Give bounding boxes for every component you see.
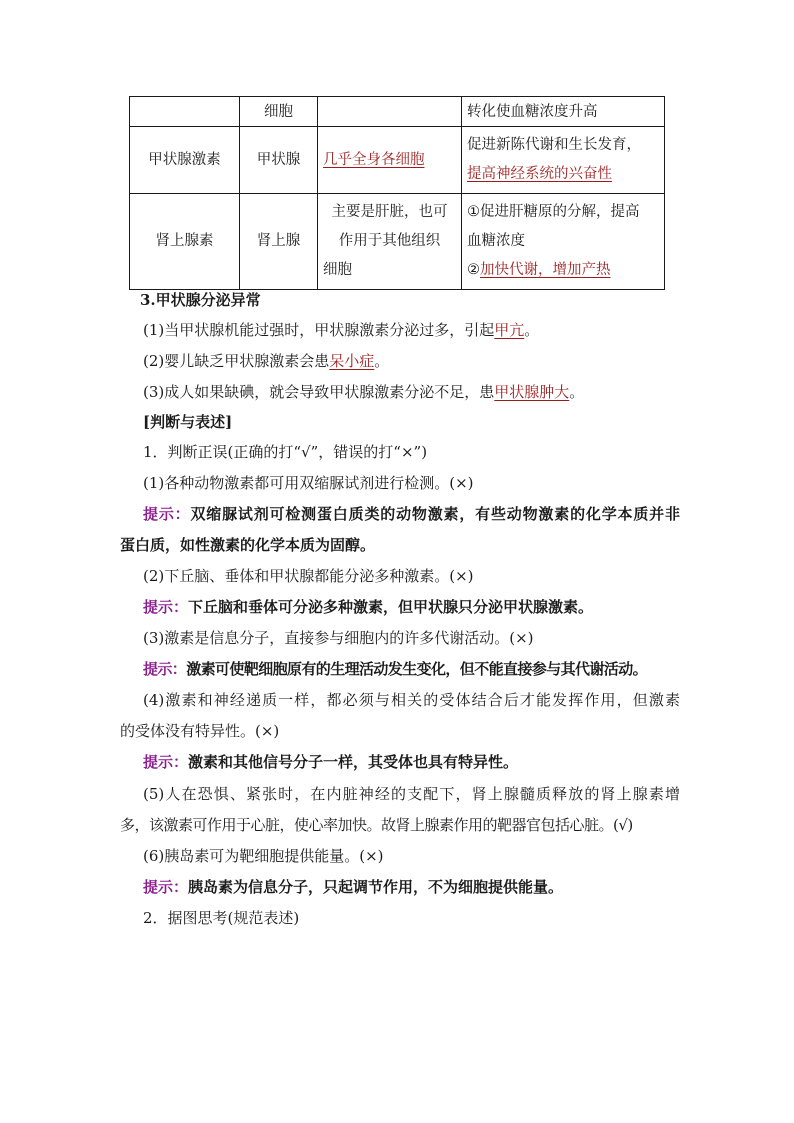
answer-text: 甲亢	[494, 321, 525, 339]
statement: (4)激素和神经递质一样，都必须与相关的受体结合后才能发挥作用，但激素	[143, 691, 680, 709]
table-row	[130, 97, 665, 127]
table-cell	[318, 97, 462, 127]
hint-label: 提示：	[143, 598, 189, 616]
statement-continuation: 多，该激素可作用于心脏，使心率加快。故肾上腺素作用的靶器官包括心脏。(√)	[120, 816, 633, 834]
answer-text: 几乎全身各细胞	[323, 151, 425, 168]
hint: 提示：胰岛素为信息分子，只起调节作用，不为细胞提供能量。	[143, 878, 564, 896]
hint-label: 提示：	[143, 660, 187, 678]
paragraph: (1)当甲状腺机能过强时，甲状腺激素分泌过多，引起甲亢。	[143, 321, 540, 339]
statement: (1)各种动物激素都可用双缩脲试剂进行检测。(×)	[143, 474, 474, 492]
circled-number: ②	[467, 262, 480, 278]
cell-line	[467, 160, 659, 189]
table-row	[130, 127, 665, 194]
table-cell: 肾上腺	[240, 194, 318, 290]
hint-continuation: 蛋白质，如性激素的化学本质为固醇。	[120, 536, 376, 554]
answer-text: 加快代谢，增加产热	[480, 262, 611, 278]
statement: (6)胰岛素可为靶细胞提供能量。(×)	[143, 847, 384, 865]
hint: 提示：激素可使靶细胞原有的生理活动发生变化，但不能直接参与其代谢活动。	[143, 660, 648, 678]
statement-continuation: 的受体没有特异性。(×)	[120, 722, 280, 740]
hint: 提示：激素和其他信号分子一样，其受体也具有特异性。	[143, 753, 519, 771]
hint: 提示：双缩脲试剂可检测蛋白质类的动物激素，有些动物激素的化学本质并非	[143, 505, 680, 523]
hint-label: 提示：	[143, 753, 189, 771]
cell-line	[467, 256, 659, 285]
table-cell	[462, 127, 665, 194]
table-cell	[318, 194, 462, 290]
answer-text: 提高神经系统的兴奋性	[467, 166, 612, 182]
table-row	[130, 194, 665, 290]
cell-line: 作用于其他组织	[338, 233, 441, 249]
paragraph: (3)成人如果缺碘，就会导致甲状腺激素分泌不足，患甲状腺肿大。	[143, 383, 585, 401]
hint: 提示：下丘脑和垂体可分泌多种激素，但甲状腺只分泌甲状腺激素。	[143, 598, 594, 616]
table-cell: 甲状腺激素	[130, 127, 240, 194]
cell-line: ①促进肝糖原的分解，提高	[467, 204, 640, 220]
answer-text: 呆小症	[329, 352, 375, 370]
question-title: 1．判断正误(正确的打“√”，错误的打“×”)	[143, 443, 428, 461]
statement: (5)人在恐惧、紧张时，在内脏神经的支配下，肾上腺髓质释放的肾上腺素增	[143, 785, 680, 803]
table-cell: 细胞	[240, 97, 318, 127]
table-cell	[318, 127, 462, 194]
hormone-table	[129, 96, 665, 290]
statement: (3)激素是信息分子，直接参与细胞内的许多代谢活动。(×)	[143, 629, 534, 647]
table-cell: 转化使血糖浓度升高	[462, 97, 665, 127]
cell-line: 细胞	[323, 262, 352, 278]
table-cell: 甲状腺	[240, 127, 318, 194]
subsection-heading: [判断与表述]	[143, 413, 233, 431]
hint-label: 提示：	[143, 505, 191, 523]
table-cell: 肾上腺素	[130, 194, 240, 290]
cell-line: 主要是肝脏，也可	[331, 204, 448, 220]
hint-label: 提示：	[143, 878, 189, 896]
section-heading: 3.甲状腺分泌异常	[140, 291, 261, 309]
answer-text: 甲状腺肿大	[494, 383, 570, 401]
statement: (2)下丘脑、垂体和甲状腺都能分泌多种激素。(×)	[143, 567, 474, 585]
paragraph: (2)婴儿缺乏甲状腺激素会患呆小症。	[143, 352, 390, 370]
cell-line: 血糖浓度	[467, 233, 525, 249]
table-cell	[130, 97, 240, 127]
question-title: 2．据图思考(规范表述)	[143, 909, 300, 927]
table-cell	[462, 194, 665, 290]
cell-line: 促进新陈代谢和生长发育，	[467, 137, 641, 153]
